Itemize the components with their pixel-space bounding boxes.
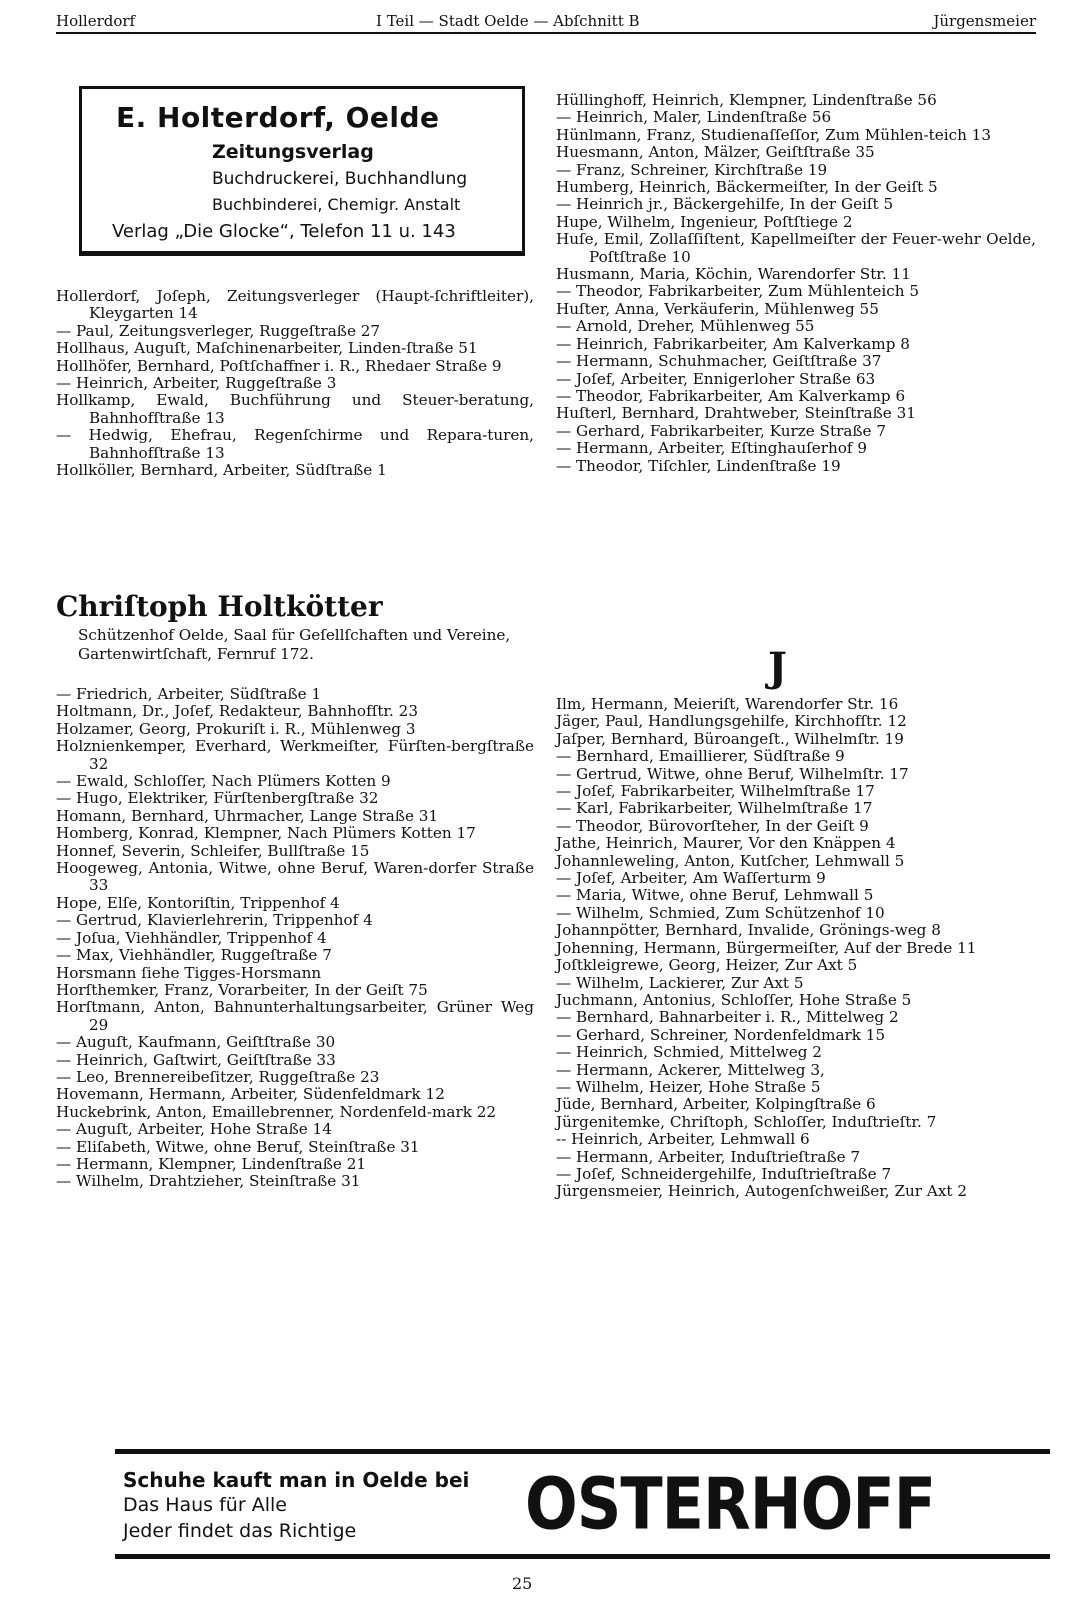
directory-entry: — Joſef, Fabrikarbeiter, Wilhelmſtraße 17 — [556, 782, 875, 801]
directory-entry: — Gerhard, Fabrikarbeiter, Kurze Straße 7 — [556, 421, 887, 440]
ad-subtitle: Zeitungsverlag — [212, 141, 374, 163]
directory-entry: — Joſef, Arbeiter, Am Waſſerturm 9 — [556, 869, 826, 888]
directory-entry: — Heinrich, Schmied, Mittelweg 2 — [556, 1043, 822, 1062]
directory-entry: Holznienkemper, Everhard, Werkmeiſter, Fürſten‑bergſtraße 32 — [56, 737, 534, 773]
directory-entry: Juchmann, Antonius, Schloſſer, Hohe Straße 5 — [556, 990, 912, 1009]
directory-entry: Huckebrink, Anton, Emaillebrenner, Nordenfeld‑mark 22 — [56, 1102, 497, 1121]
directory-entry: Hüllinghoff, Heinrich, Klempner, Lindenſtraße 56 — [556, 91, 937, 109]
advertisement-osterhoff — [115, 1449, 1050, 1559]
directory-entry: — Gerhard, Schreiner, Nordenfeldmark 15 — [556, 1025, 886, 1044]
directory-entry: Husmann, Maria, Köchin, Warendorfer Str. 11 — [556, 265, 911, 284]
directory-entry: Hoogeweg, Antonia, Witwe, ohne Beruf, Waren‑dorfer Straße 33 — [56, 859, 534, 895]
directory-entry: Ilm, Hermann, Meieriſt, Warendorfer Str. 16 — [556, 695, 899, 713]
directory-entry: — Joſua, Viehhändler, Trippenhof 4 — [56, 928, 327, 947]
directory-entry: — Joſef, Arbeiter, Ennigerloher Straße 63 — [556, 369, 876, 388]
section-letter: J — [768, 644, 787, 691]
directory-entry: Joſtkleigrewe, Georg, Heizer, Zur Axt 5 — [556, 956, 858, 975]
ad-line: Verlag „Die Glocke“, Telefon 11 u. 143 — [112, 221, 456, 242]
directory-entry: — Gertrud, Klavierlehrerin, Trippenhof 4 — [56, 911, 373, 930]
directory-entry: — Wilhelm, Heizer, Hohe Straße 5 — [556, 1077, 821, 1096]
directory-entry: — Friedrich, Arbeiter, Südſtraße 1 — [56, 685, 322, 703]
directory-entry: — Max, Viehhändler, Ruggeſtraße 7 — [56, 946, 332, 965]
directory-entry: — Hermann, Arbeiter, Induſtrieſtraße 7 — [556, 1147, 861, 1166]
right-directory-list-2 — [556, 696, 1036, 1201]
directory-entry: — Ewald, Schloſſer, Nach Plümers Kotten 9 — [56, 772, 391, 791]
directory-entry: — Eliſabeth, Witwe, ohne Beruf, Steinſtraße 31 — [56, 1137, 420, 1156]
directory-entry: — Hermann, Ackerer, Mittelweg 3, — [556, 1060, 825, 1079]
directory-entry: Huſe, Emil, Zollaſſiſtent, Kapellmeiſter der Feuer‑wehr Oelde, Poſtſtraße 10 — [556, 230, 1036, 266]
directory-entry: — Joſef, Schneidergehilfe, Induſtrieſtraße 7 — [556, 1164, 892, 1183]
directory-entry: — Paul, Zeitungsverleger, Ruggeſtraße 27 — [56, 321, 381, 340]
directory-entry: Hollhöfer, Bernhard, Poſtſchaffner i. R., Rhedaer Straße 9 — [56, 356, 502, 375]
ad-line: Buchbinderei, Chemigr. Anstalt — [212, 195, 461, 214]
header-right: Jürgensmeier — [933, 12, 1036, 30]
directory-entry: Hovemann, Hermann, Arbeiter, Südenfeldmark 12 — [56, 1085, 445, 1104]
directory-entry: Hupe, Wilhelm, Ingenieur, Poſtſtiege 2 — [556, 212, 853, 231]
directory-entry: — Heinrich, Gaſtwirt, Geiſtſtraße 33 — [56, 1050, 336, 1069]
directory-entry: Holtmann, Dr., Joſef, Redakteur, Bahnhofſtr. 23 — [56, 702, 418, 721]
directory-entry: Hollkamp, Ewald, Buchführung und Steuer‑beratung, Bahnhofſtraße 13 — [56, 391, 534, 427]
directory-entry: — Heinrich, Fabrikarbeiter, Am Kalverkamp 8 — [556, 334, 910, 353]
directory-entry: Jüde, Bernhard, Arbeiter, Kolpingſtraße 6 — [556, 1095, 876, 1114]
directory-entry: Huſterl, Bernhard, Drahtweber, Steinſtraße 31 — [556, 404, 916, 423]
directory-entry: — Theodor, Bürovorſteher, In der Geiſt 9 — [556, 816, 869, 835]
left-directory-list-2 — [56, 686, 534, 1191]
directory-entry: Hünlmann, Franz, Studienaſſeſſor, Zum Mühlen‑teich 13 — [556, 125, 992, 144]
directory-entry: Holzamer, Georg, Prokuriſt i. R., Mühlenweg 3 — [56, 719, 416, 738]
directory-entry: Honnef, Severin, Schleifer, Bullſtraße 15 — [56, 841, 370, 860]
directory-entry: — Heinrich, Maler, Lindenſtraße 56 — [556, 108, 832, 127]
ad-title: E. Holterdorf, Oelde — [116, 101, 440, 134]
directory-entry: Huesmann, Anton, Mälzer, Geiſtſtraße 35 — [556, 143, 875, 162]
directory-entry: — Karl, Fabrikarbeiter, Wilhelmſtraße 17 — [556, 799, 873, 818]
directory-entry: — Hermann, Klempner, Lindenſtraße 21 — [56, 1154, 367, 1173]
ad-line: Jeder findet das Richtige — [123, 1520, 357, 1542]
directory-entry: — Theodor, Fabrikarbeiter, Am Kalverkamp 6 — [556, 386, 906, 405]
directory-entry: — Maria, Witwe, ohne Beruf, Lehmwall 5 — [556, 886, 874, 905]
directory-entry: Hope, Elſe, Kontoriſtin, Trippenhof 4 — [56, 893, 340, 912]
directory-entry: — Hermann, Arbeiter, Eſtinghauſerhof 9 — [556, 439, 868, 458]
holtkoetter-ad-title: Chriſtoph Holtkötter — [56, 590, 383, 623]
directory-entry: Jathe, Heinrich, Maurer, Vor den Knäppen 4 — [556, 834, 896, 853]
directory-entry: Horſtmann, Anton, Bahnunterhaltungsarbeiter, Grüner Weg 29 — [56, 998, 534, 1034]
directory-entry: — Hugo, Elektriker, Fürſtenbergſtraße 32 — [56, 789, 379, 808]
header-left: Hollerdorf — [56, 12, 136, 30]
directory-entry: — Bernhard, Bahnarbeiter i. R., Mittelweg 2 — [556, 1008, 899, 1027]
ad-brand: OSTERHOFF — [525, 1462, 936, 1546]
directory-entry: Jürgenitemke, Chriſtoph, Schloſſer, Induſtrieſtr. 7 — [556, 1112, 937, 1131]
directory-entry: — Auguſt, Kaufmann, Geiſtſtraße 30 — [56, 1033, 336, 1052]
directory-entry: Homann, Bernhard, Uhrmacher, Lange Straße 31 — [56, 806, 439, 825]
right-directory-list-1 — [556, 92, 1036, 475]
directory-entry: Jäger, Paul, Handlungsgehilfe, Kirchhofſtr. 12 — [556, 712, 907, 731]
directory-entry: Johannpötter, Bernhard, Invalide, Grönings‑weg 8 — [556, 921, 941, 940]
directory-entry: Homberg, Konrad, Klempner, Nach Plümers Kotten 17 — [56, 824, 476, 843]
directory-entry: — Gertrud, Witwe, ohne Beruf, Wilhelmſtr. 17 — [556, 764, 909, 783]
directory-entry: — Leo, Brennereibeſitzer, Ruggeſtraße 23 — [56, 1067, 380, 1086]
directory-entry: Hollköller, Bernhard, Arbeiter, Südſtraße 1 — [56, 461, 387, 480]
left-directory-list-1 — [56, 288, 534, 479]
directory-entry: Johenning, Hermann, Bürgermeiſter, Auf der Brede 11 — [556, 938, 977, 957]
directory-entry: — Theodor, Tiſchler, Lindenſtraße 19 — [556, 456, 841, 475]
ad-line: Schuhe kauft man in Oelde bei — [123, 1468, 470, 1492]
directory-entry: Horſthemker, Franz, Vorarbeiter, In der Geiſt 75 — [56, 980, 428, 999]
directory-entry: Hollhaus, Auguſt, Maſchinenarbeiter, Linden‑ſtraße 51 — [56, 339, 478, 358]
ad-line: Das Haus für Alle — [123, 1494, 287, 1516]
page-number: 25 — [512, 1574, 533, 1593]
directory-entry: Humberg, Heinrich, Bäckermeiſter, In der Geiſt 5 — [556, 178, 938, 197]
directory-entry: — Auguſt, Arbeiter, Hohe Straße 14 — [56, 1120, 332, 1139]
directory-entry: Johannleweling, Anton, Kutſcher, Lehmwall 5 — [556, 851, 905, 870]
directory-entry: — Theodor, Fabrikarbeiter, Zum Mühlenteich 5 — [556, 282, 920, 301]
advertisement-holterdorf — [79, 86, 525, 256]
directory-entry: — Wilhelm, Schmied, Zum Schützenhof 10 — [556, 903, 885, 922]
ad-line: Buchdruckerei, Buchhandlung — [212, 169, 468, 189]
header-middle: I Teil — Stadt Oelde — Abſchnitt B — [376, 12, 640, 30]
directory-entry: — Heinrich jr., Bäckergehilfe, In der Geiſt 5 — [556, 195, 894, 214]
directory-entry: — Bernhard, Emaillierer, Südſtraße 9 — [556, 747, 845, 766]
directory-entry: -- Heinrich, Arbeiter, Lehmwall 6 — [556, 1130, 810, 1149]
running-header — [56, 4, 1036, 34]
directory-entry: — Arnold, Dreher, Mühlenweg 55 — [556, 317, 815, 336]
directory-entry: — Franz, Schreiner, Kirchſtraße 19 — [556, 160, 828, 179]
holtkoetter-ad-description: Schützenhof Oelde, Saal für Geſellſchaften und Vereine, Gartenwirtſchaft, Fernruf 172. — [78, 626, 511, 663]
directory-entry: — Hermann, Schuhmacher, Geiſtſtraße 37 — [556, 352, 882, 371]
directory-entry: — Wilhelm, Drahtzieher, Steinſtraße 31 — [56, 1172, 361, 1191]
directory-entry: — Heinrich, Arbeiter, Ruggeſtraße 3 — [56, 374, 337, 393]
directory-entry: — Wilhelm, Lackierer, Zur Axt 5 — [556, 973, 804, 992]
directory-entry: Jürgensmeier, Heinrich, Autogenſchweißer, Zur Axt 2 — [556, 1182, 967, 1201]
directory-entry: — Hedwig, Ehefrau, Regenſchirme und Repara‑turen, Bahnhofſtraße 13 — [56, 426, 534, 462]
directory-entry: Jaſper, Bernhard, Büroangeſt., Wilhelmſtr. 19 — [556, 729, 904, 748]
directory-entry: Huſter, Anna, Verkäuferin, Mühlenweg 55 — [556, 299, 879, 318]
directory-entry: Horsmann ſiehe Tigges‑Horsmann — [56, 963, 322, 982]
directory-entry: Hollerdorf, Joſeph, Zeitungsverleger (Haupt‑ſchriftleiter), Kleygarten 14 — [56, 287, 534, 323]
